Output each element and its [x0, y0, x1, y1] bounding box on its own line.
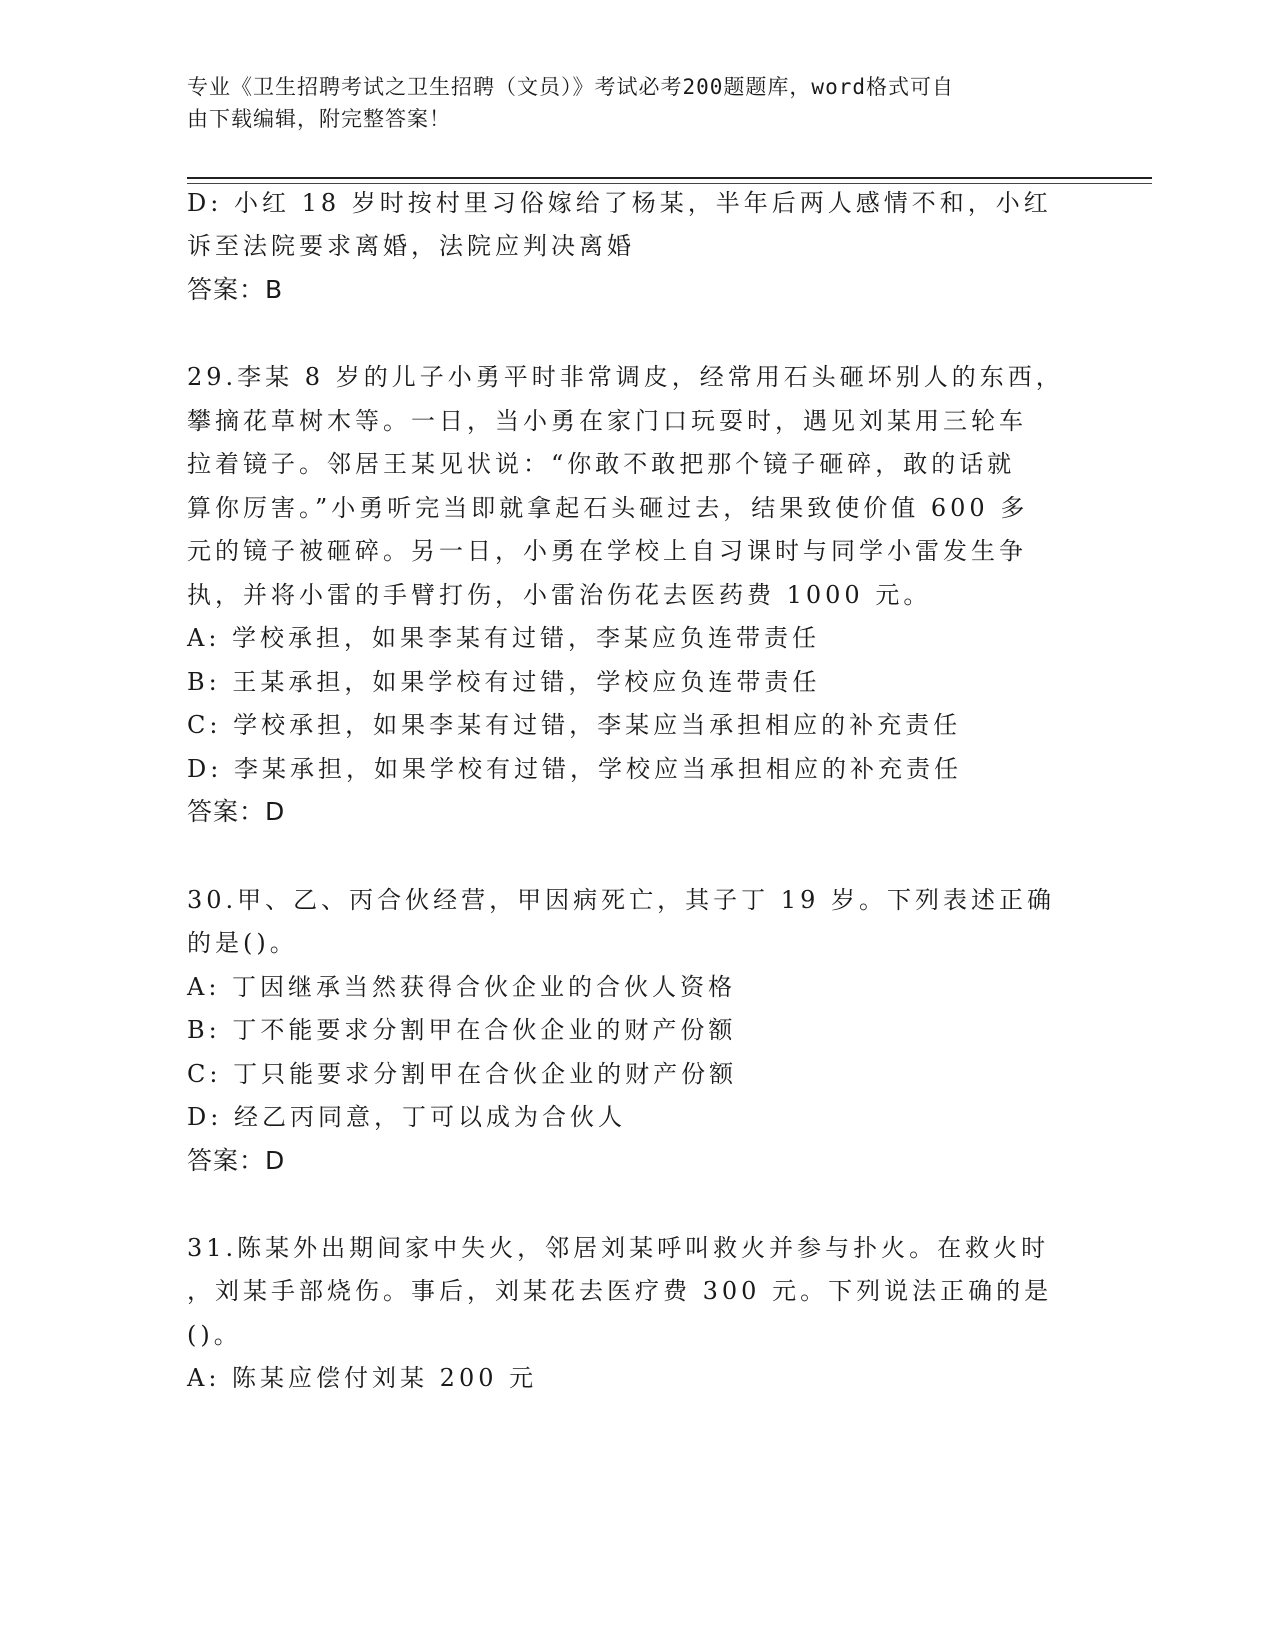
q30-option-c: C: 丁只能要求分割甲在合伙企业的财产份额 — [187, 1060, 738, 1088]
q31-stem-line-2: ，刘某手部烧伤。事后，刘某花去医疗费 300 元。下列说法正确的是 — [187, 1277, 1053, 1305]
document-header-line-2: 由下载编辑，附完整答案！ — [187, 107, 451, 131]
q30-answer: 答案：D — [187, 1146, 286, 1175]
q29-stem-line-5: 元的镜子被砸碎。另一日，小勇在学校上自习课时与同学小雷发生争 — [187, 537, 1027, 565]
q29-option-a: A: 学校承担，如果李某有过错，李某应负连带责任 — [187, 624, 821, 652]
header-divider-thick — [187, 177, 1152, 179]
q30-option-a: A: 丁因继承当然获得合伙企业的合伙人资格 — [187, 973, 737, 1001]
q28-option-d-line-2: 诉至法院要求离婚，法院应判决离婚 — [187, 232, 635, 260]
q29-stem-line-3: 拉着镜子。邻居王某见状说：“你敢不敢把那个镜子砸碎，敢的话就 — [187, 450, 1016, 478]
q29-stem-line-1: 29.李某 8 岁的儿子小勇平时非常调皮，经常用石头砸坏别人的东西， — [187, 363, 1064, 391]
q29-option-c: C: 学校承担，如果李某有过错，李某应当承担相应的补充责任 — [187, 711, 962, 739]
q28-answer: 答案：B — [187, 275, 284, 304]
q30-option-d: D: 经乙丙同意，丁可以成为合伙人 — [187, 1103, 626, 1131]
q28-option-d-line-1: D: 小红 18 岁时按村里习俗嫁给了杨某，半年后两人感情不和，小红 — [187, 189, 1052, 217]
q31-option-a: A: 陈某应偿付刘某 200 元 — [187, 1364, 538, 1392]
q29-stem-line-2: 攀摘花草树木等。一日，当小勇在家门口玩耍时，遇见刘某用三轮车 — [187, 407, 1027, 435]
q29-option-d: D: 李某承担，如果学校有过错，学校应当承担相应的补充责任 — [187, 755, 962, 783]
q29-stem-line-4: 算你厉害。”小勇听完当即就拿起石头砸过去，结果致使价值 600 多 — [187, 494, 1029, 522]
header-divider-thin — [187, 183, 1152, 184]
q30-stem-line-1: 30.甲、乙、丙合伙经营，甲因病死亡，其子丁 19 岁。下列表述正确 — [187, 886, 1055, 914]
q30-option-b: B: 丁不能要求分割甲在合伙企业的财产份额 — [187, 1016, 737, 1044]
q31-stem-line-3: ()。 — [187, 1321, 242, 1349]
q29-answer: 答案：D — [187, 797, 286, 826]
q29-stem-line-6: 执，并将小雷的手臂打伤，小雷治伤花去医药费 1000 元。 — [187, 581, 932, 609]
q31-stem-line-1: 31.陈某外出期间家中失火，邻居刘某呼叫救火并参与扑火。在救火时 — [187, 1234, 1050, 1262]
q29-option-b: B: 王某承担，如果学校有过错，学校应负连带责任 — [187, 668, 821, 696]
q30-stem-line-2: 的是()。 — [187, 929, 298, 957]
document-header-line-1: 专业《卫生招聘考试之卫生招聘（文员）》考试必考200题题库，word格式可自 — [187, 75, 954, 99]
